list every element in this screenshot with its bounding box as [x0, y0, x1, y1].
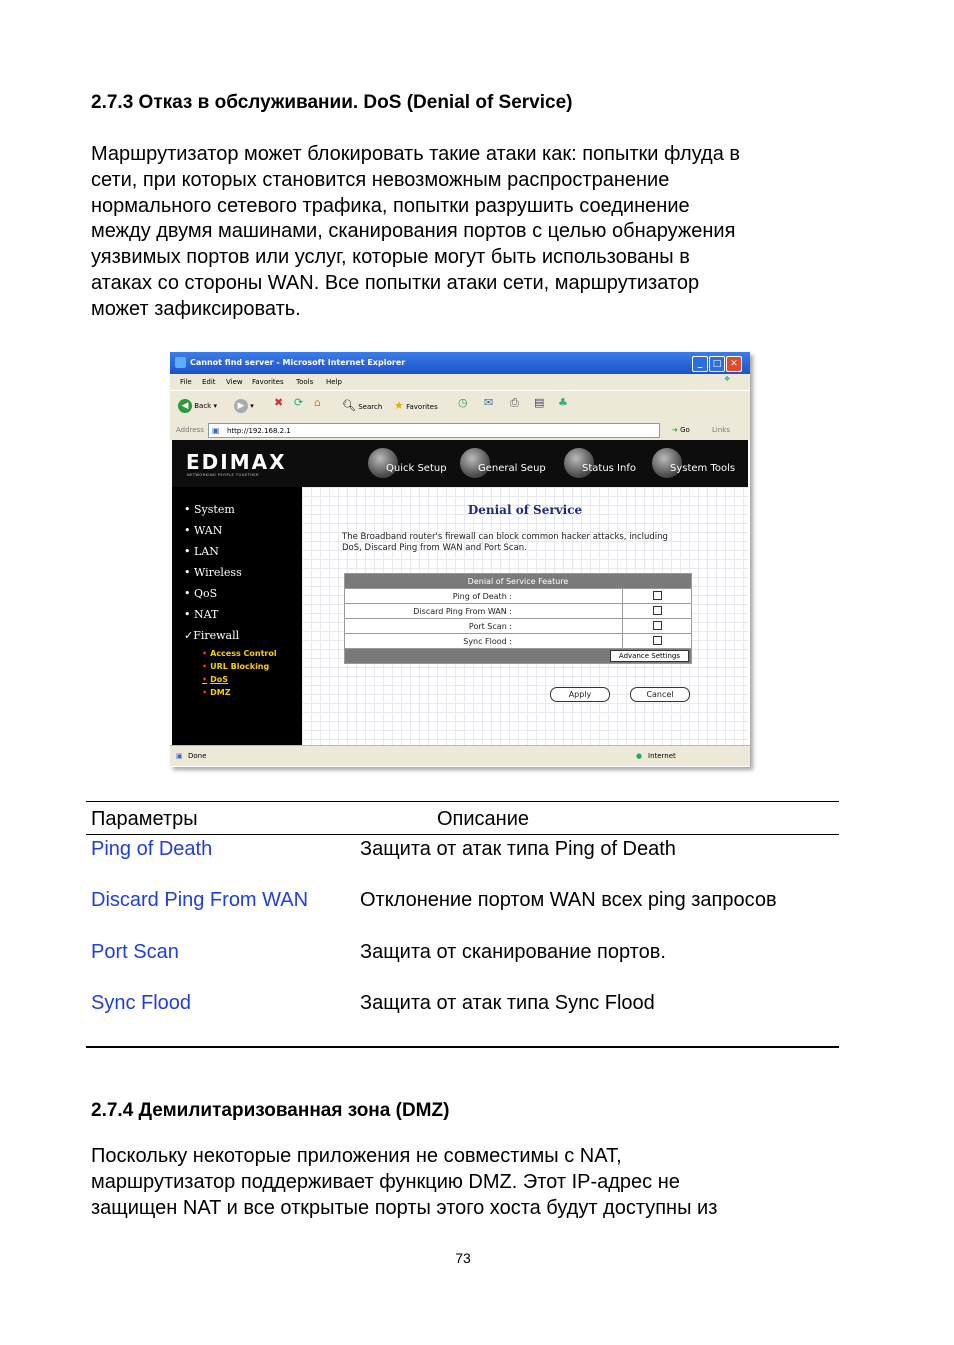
nav-label: General Seup: [478, 463, 546, 474]
sidebar-item-system[interactable]: • System: [184, 503, 235, 516]
desc-port-scan: Защита от сканирование портов.: [360, 941, 666, 963]
page-icon: ▣: [212, 426, 220, 435]
page-done-icon: ▣: [176, 752, 183, 760]
sidebar-item-label: WAN: [194, 524, 223, 537]
logo-tagline: NETWORKING PEOPLE TOGETHER: [187, 473, 260, 477]
sidebar-sub-access-control[interactable]: • Access Control: [202, 649, 277, 658]
refresh-icon[interactable]: ⟳: [294, 396, 304, 409]
table-header-params: Параметры: [91, 808, 198, 830]
favorites-label: Favorites: [406, 403, 438, 411]
back-arrow-icon: ◀: [178, 399, 192, 413]
window-title: Cannot find server - Microsoft Internet Explorer: [190, 358, 406, 367]
table-header-desc: Описание: [437, 808, 530, 830]
links-label[interactable]: Links: [712, 426, 730, 434]
search-button[interactable]: [342, 399, 382, 412]
sidebar-item-label: NAT: [194, 608, 219, 621]
desc-discard-ping: Отклонение портом WAN всех ping запросов: [360, 889, 777, 911]
paragraph-line: уязвимых портов или услуг, которые могут быть использованы в: [91, 246, 690, 269]
discard-ping-checkbox[interactable]: [653, 606, 662, 615]
sidebar-item-label: Firewall: [193, 629, 240, 642]
status-zone: Internet: [648, 752, 676, 760]
sidebar-item-qos[interactable]: • QoS: [184, 587, 218, 600]
minimize-icon[interactable]: _: [692, 356, 708, 372]
apply-button[interactable]: Apply: [550, 687, 610, 702]
port-scan-checkbox[interactable]: [653, 621, 662, 630]
paragraph-line: маршрутизатор поддерживает функцию DMZ. Этот IP-адрес не: [91, 1170, 680, 1193]
table-top-rule: [86, 801, 839, 802]
menu-tools[interactable]: Tools: [296, 378, 314, 386]
feature-label: Port Scan :: [345, 619, 623, 634]
stop-icon[interactable]: ✖: [274, 396, 284, 409]
advance-settings-button[interactable]: Advance Settings: [610, 650, 689, 662]
close-icon[interactable]: ✕: [726, 356, 742, 372]
menu-view[interactable]: View: [226, 378, 243, 386]
sidebar-item-label: QoS: [194, 587, 218, 600]
table-row: [345, 604, 692, 619]
ie-icon: [175, 357, 186, 368]
maximize-icon[interactable]: □: [709, 356, 725, 372]
feature-table: [344, 573, 692, 664]
param-sync-flood: Sync Flood: [91, 992, 192, 1014]
ping-of-death-checkbox[interactable]: [653, 591, 662, 600]
nav-label: Quick Setup: [386, 463, 447, 474]
address-input[interactable]: [208, 423, 660, 438]
back-button[interactable]: ◀ Back ▾: [178, 399, 217, 413]
mail-icon[interactable]: ✉: [484, 396, 494, 409]
page-number: 73: [455, 1250, 471, 1266]
nav-label: Status Info: [582, 463, 636, 474]
paragraph-line: Маршрутизатор может блокировать такие атаки как: попытки флуда в: [91, 143, 741, 165]
section-paragraph-dmz: [91, 1144, 851, 1221]
menu-help[interactable]: Help: [326, 378, 342, 386]
table-row: [345, 589, 692, 604]
paragraph-line: сети, при которых становится невозможным распространение: [91, 168, 670, 191]
content-title: Denial of Service: [467, 503, 583, 517]
messenger-icon[interactable]: ♣: [558, 396, 568, 409]
table-row: [345, 634, 692, 649]
window-titlebar: [170, 352, 750, 374]
paragraph-line: Поскольку некоторые приложения не совместимы с NAT,: [91, 1145, 622, 1167]
menu-favorites[interactable]: Favorites: [252, 378, 284, 386]
back-label: Back: [194, 402, 212, 410]
feature-label: Sync Flood :: [345, 634, 623, 649]
home-icon[interactable]: ⌂: [314, 396, 321, 409]
status-text: Done: [188, 752, 207, 760]
star-icon: ★: [394, 399, 404, 412]
sidebar-item-firewall[interactable]: ✓Firewall: [184, 629, 240, 642]
param-port-scan: Port Scan: [91, 941, 179, 963]
sync-flood-checkbox[interactable]: [653, 636, 662, 645]
router-content: [302, 487, 748, 745]
history-icon[interactable]: ◷: [458, 396, 468, 409]
section-heading-dos: 2.7.3 Отказ в обслуживании. DoS (Denial of Service): [91, 92, 573, 113]
paragraph-line: между двумя машинами, сканирования портов с целью обнаружения: [91, 220, 736, 243]
sidebar-sub-dos[interactable]: • DoS: [202, 675, 228, 684]
section-paragraph-dos: [91, 142, 851, 323]
internet-zone-icon: ●: [636, 752, 643, 760]
go-label: Go: [680, 426, 690, 434]
section-heading-dmz: 2.7.4 Демилитаризованная зона (DMZ): [91, 1100, 450, 1121]
table-row: [345, 619, 692, 634]
feature-label: Discard Ping From WAN :: [345, 604, 623, 619]
paragraph-line: может зафиксировать.: [91, 297, 301, 320]
menu-file[interactable]: File: [180, 378, 192, 386]
nav-label: System Tools: [670, 463, 736, 474]
windows-flag-icon: ❖: [724, 375, 731, 383]
content-description: The Broadband router's firewall can block common hacker attacks, including DoS, Discard Ping from WAN and Port Scan.: [342, 532, 668, 553]
status-bar: [170, 745, 750, 766]
cancel-button[interactable]: Cancel: [630, 687, 690, 702]
menu-bar: [170, 374, 750, 390]
go-button[interactable]: [672, 426, 690, 434]
table-header-rule: [86, 834, 839, 835]
address-label: Address: [176, 426, 204, 434]
router-sidebar: [172, 487, 302, 745]
search-label: Search: [358, 403, 383, 411]
router-header: [172, 440, 748, 487]
sidebar-sub-url-blocking[interactable]: • URL Blocking: [202, 662, 269, 671]
param-discard-ping: Discard Ping From WAN: [91, 889, 309, 911]
forward-arrow-icon: ▶: [234, 399, 248, 413]
menu-edit[interactable]: Edit: [202, 378, 216, 386]
address-url: http://192.168.2.1: [227, 427, 291, 435]
print-icon[interactable]: ⎙: [510, 396, 519, 409]
go-arrow-icon: ➔: [672, 426, 678, 434]
table-bottom-rule: [86, 1046, 839, 1048]
sidebar-item-label: Wireless: [194, 566, 242, 579]
param-ping-of-death: Ping of Death: [91, 838, 213, 860]
feature-table-header: Denial of Service Feature: [345, 574, 692, 589]
feature-label: Ping of Death :: [345, 589, 623, 604]
sidebar-item-wan[interactable]: • WAN: [184, 524, 223, 537]
favorites-button[interactable]: [394, 399, 438, 412]
address-bar: [170, 421, 750, 440]
search-icon: 🔍︎: [342, 399, 356, 412]
sidebar-item-label: System: [194, 503, 235, 516]
edimax-logo: EDIMAX: [186, 450, 287, 474]
forward-button[interactable]: ▶ ▾: [234, 399, 254, 413]
router-screenshot: [170, 352, 750, 767]
desc-ping-of-death: Защита от атак типа Ping of Death: [360, 838, 676, 860]
sidebar-item-nat[interactable]: • NAT: [184, 608, 219, 621]
paragraph-line: нормального сетевого трафика, попытки разрушить соединение: [91, 194, 690, 217]
paragraph-line: защищен NAT и все открытые порты этого хоста будут доступны из: [91, 1196, 718, 1219]
edit-icon[interactable]: ▤: [534, 396, 545, 409]
browser-toolbar: [170, 390, 750, 422]
paragraph-line: атаках со стороны WAN. Все попытки атаки сети, маршрутизатор: [91, 271, 700, 294]
sidebar-item-lan[interactable]: • LAN: [184, 545, 219, 558]
desc-sync-flood: Защита от атак типа Sync Flood: [360, 992, 655, 1014]
sidebar-sub-dmz[interactable]: • DMZ: [202, 688, 231, 697]
sidebar-item-label: LAN: [194, 545, 219, 558]
sidebar-item-wireless[interactable]: • Wireless: [184, 566, 242, 579]
